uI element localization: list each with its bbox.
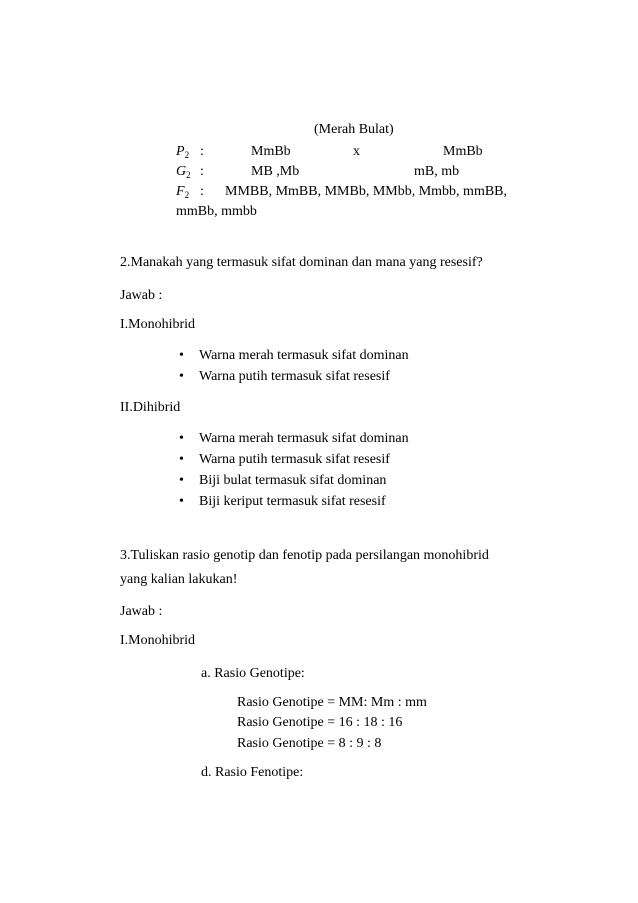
q2-di-label: II.Dihibrid bbox=[120, 400, 181, 415]
f2-line1: MMBB, MmBB, MMBb, MMbb, Mmbb, mmBB, bbox=[225, 184, 508, 199]
ratio-line: Rasio Genotipe = 16 : 18 : 16 bbox=[237, 715, 403, 730]
q3-d-label: d. Rasio Fenotipe: bbox=[201, 765, 304, 780]
list-item: • Warna putih termasuk sifat resesif bbox=[199, 451, 390, 469]
p2-right: MmBb bbox=[443, 144, 483, 159]
f2-line2: mmBb, mmbb bbox=[176, 204, 257, 219]
g2-colon: : bbox=[200, 164, 204, 179]
ratio-line: Rasio Genotipe = 8 : 9 : 8 bbox=[237, 736, 382, 751]
p2-left: MmBb bbox=[251, 144, 291, 159]
q3-a-label: a. Rasio Genotipe: bbox=[201, 666, 305, 681]
q3-mono-label: I.Monohibrid bbox=[120, 633, 196, 648]
g2-symbol: $G_2$ bbox=[176, 164, 191, 180]
q2-mono-label: I.Monohibrid bbox=[120, 317, 196, 332]
q2-question: 2.Manakah yang termasuk sifat dominan dan mana yang resesif? bbox=[120, 255, 483, 270]
list-item: • Biji keriput termasuk sifat resesif bbox=[199, 493, 386, 511]
f2-symbol: $F_2$ bbox=[176, 184, 190, 200]
p2-cross: x bbox=[353, 144, 360, 159]
list-item: • Warna putih termasuk sifat resesif bbox=[199, 368, 390, 386]
g2-right: mB, mb bbox=[414, 164, 460, 179]
q3-question-line1: 3.Tuliskan rasio genotip dan fenotip pada persilangan monohibrid bbox=[120, 548, 489, 563]
cross-header: (Merah Bulat) bbox=[314, 122, 394, 137]
list-item: • Warna merah termasuk sifat dominan bbox=[199, 347, 409, 365]
g2-left: MB ,Mb bbox=[251, 164, 300, 179]
list-item: • Biji bulat termasuk sifat dominan bbox=[199, 472, 386, 490]
q2-answer-label: Jawab : bbox=[120, 288, 163, 303]
ratio-line: Rasio Genotipe = MM: Mm : mm bbox=[237, 695, 427, 710]
q3-question-line2: yang kalian lakukan! bbox=[120, 572, 238, 587]
p2-colon: : bbox=[200, 144, 204, 159]
p2-symbol: $P_2$ bbox=[176, 144, 190, 160]
q3-answer-label: Jawab : bbox=[120, 604, 163, 619]
f2-colon: : bbox=[200, 184, 204, 199]
list-item: • Warna merah termasuk sifat dominan bbox=[199, 430, 409, 448]
